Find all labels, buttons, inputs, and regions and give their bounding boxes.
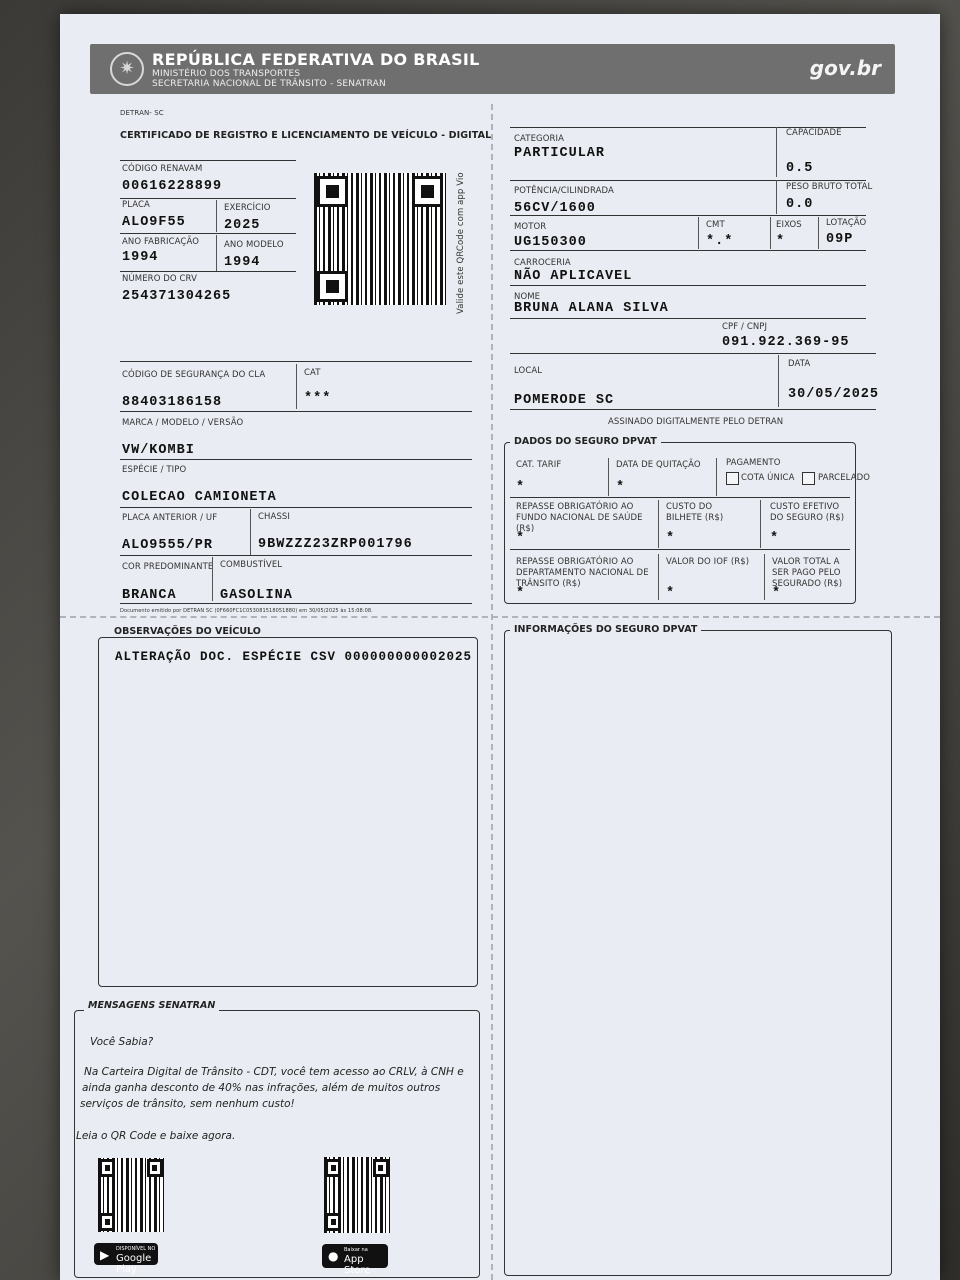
- detran-label: DETRAN- SC: [120, 109, 164, 117]
- senatran-leia: Leia o QR Code e baixe agora.: [76, 1130, 236, 1142]
- cota-unica-label: COTA ÚNICA: [741, 473, 795, 483]
- nome-label: NOME: [514, 292, 541, 302]
- senatran-question: Você Sabia?: [90, 1036, 154, 1048]
- cmt-value: *.*: [706, 234, 734, 249]
- fold-line-horizontal: [60, 616, 940, 618]
- local-value: POMERODE SC: [514, 393, 615, 408]
- cat-tarif-label: CAT. TARIF: [516, 460, 562, 470]
- chassi-label: CHASSI: [258, 512, 291, 522]
- data-quitacao-value: *: [616, 480, 626, 495]
- informacoes-title: INFORMAÇÕES DO SEGURO DPVAT: [510, 624, 701, 635]
- exercicio-value: 2025: [224, 218, 261, 233]
- data-value: 30/05/2025: [788, 387, 880, 402]
- document-title: CERTIFICADO DE REGISTRO E LICENCIAMENTO DE VEÍCULO - DIGITAL: [120, 130, 492, 141]
- lotacao-label: LOTAÇÃO: [826, 218, 867, 228]
- pagamento-label: PAGAMENTO: [726, 458, 781, 468]
- placa-anterior-label: PLACA ANTERIOR / UF: [122, 513, 218, 523]
- govbr-logo: gov.br: [809, 56, 881, 80]
- repasse-fns-label: REPASSE OBRIGATÓRIO AO FUNDO NACIONAL DE SAÚDE (R$): [516, 502, 643, 534]
- header-secretariat: SECRETARIA NACIONAL DE TRÂNSITO - SENATRAN: [152, 79, 386, 89]
- observacoes-title: OBSERVAÇÕES DO VEÍCULO: [110, 626, 265, 637]
- carroceria-label: CARROCERIA: [514, 258, 571, 268]
- qr-caption: Valide este QRCode com app Vio: [456, 172, 466, 314]
- crv-label: NÚMERO DO CRV: [122, 274, 198, 284]
- chassi-value: 9BWZZZ23ZRP001796: [258, 537, 413, 552]
- cmt-label: CMT: [706, 220, 725, 230]
- google-play-icon: ▶: [100, 1248, 110, 1262]
- cpf-value: 091.922.369-95: [722, 335, 850, 350]
- validation-qr-code: [314, 173, 446, 305]
- cat-label: CAT: [304, 368, 321, 378]
- google-play-qr-code: [98, 1158, 164, 1232]
- marca-label: MARCA / MODELO / VERSÃO: [122, 418, 244, 428]
- peso-label: PESO BRUTO TOTAL: [786, 182, 873, 192]
- especie-label: ESPÉCIE / TIPO: [122, 465, 187, 475]
- document-header: [90, 44, 895, 94]
- informacoes-box: [504, 630, 892, 1276]
- especie-value: COLECAO CAMIONETA: [122, 490, 277, 505]
- apple-icon: ●: [328, 1249, 339, 1263]
- codigo-seguranca-value: 88403186158: [122, 395, 223, 410]
- parcelado-label: PARCELADO: [818, 473, 871, 483]
- lotacao-value: 09P: [826, 232, 854, 247]
- cor-value: BRANCA: [122, 588, 177, 603]
- potencia-label: POTÊNCIA/CILINDRADA: [514, 186, 614, 196]
- marca-value: VW/KOMBI: [122, 443, 195, 458]
- placa-label: PLACA: [122, 200, 150, 210]
- total-label: VALOR TOTAL A SER PAGO PELO SEGURADO (R$): [772, 557, 843, 589]
- senatran-line-3: serviços de trânsito, sem nenhum custo!: [80, 1098, 295, 1110]
- categoria-value: PARTICULAR: [514, 146, 606, 161]
- cota-unica-checkbox[interactable]: [726, 472, 739, 485]
- ano-fabricacao-value: 1994: [122, 250, 159, 265]
- fold-line-vertical: [491, 104, 493, 1280]
- ano-modelo-label: ANO MODELO: [224, 240, 284, 250]
- combustivel-label: COMBUSTÍVEL: [220, 560, 283, 570]
- placa-value: ALO9F55: [122, 215, 186, 230]
- potencia-value: 56CV/1600: [514, 201, 596, 216]
- codigo-seguranca-label: CÓDIGO DE SEGURANÇA DO CLA: [122, 370, 266, 380]
- iof-value: *: [666, 586, 676, 601]
- emissao-note: Documento emitido por DETRAN SC (0F660FC1C053081518051880) em 30/05/2025 às 15:08:08.: [120, 608, 373, 614]
- senatran-title: MENSAGENS SENATRAN: [84, 1000, 219, 1011]
- eixos-value: *: [776, 234, 786, 249]
- parcelado-checkbox[interactable]: [802, 472, 815, 485]
- categoria-label: CATEGORIA: [514, 134, 565, 144]
- custo-bilhete-value: *: [666, 531, 676, 546]
- cat-tarif-value: *: [516, 480, 526, 495]
- peso-value: 0.0: [786, 197, 814, 212]
- cpf-label: CPF / CNPJ: [722, 322, 768, 332]
- custo-efetivo-value: *: [770, 531, 780, 546]
- coat-of-arms-icon: ✷: [110, 52, 144, 86]
- crlv-document: [60, 14, 940, 1280]
- renavam-value: 00616228899: [122, 179, 223, 194]
- ano-modelo-value: 1994: [224, 255, 261, 270]
- placa-anterior-value: ALO9555/PR: [122, 538, 214, 553]
- nome-value: BRUNA ALANA SILVA: [514, 301, 669, 316]
- senatran-box: [74, 1010, 480, 1278]
- repasse-fns-value: *: [516, 531, 526, 546]
- carroceria-value: NÃO APLICAVEL: [514, 269, 633, 284]
- total-value: *: [772, 586, 782, 601]
- motor-value: UG150300: [514, 235, 587, 250]
- motor-label: MOTOR: [514, 222, 547, 232]
- capacidade-label: CAPACIDADE: [786, 128, 842, 138]
- senatran-line-2: ainda ganha desconto de 40% nas infrações, além de muitos outros: [82, 1082, 441, 1094]
- combustivel-value: GASOLINA: [220, 588, 293, 603]
- senatran-line-1: Na Carteira Digital de Trânsito - CDT, você tem acesso ao CRLV, à CNH e: [84, 1066, 464, 1078]
- data-label: DATA: [788, 359, 811, 369]
- renavam-label: CÓDIGO RENAVAM: [122, 164, 203, 174]
- google-play-badge[interactable]: ▶ DISPONÍVEL NO Google Play: [94, 1243, 158, 1265]
- app-store-qr-code: [324, 1157, 390, 1233]
- header-ministry: MINISTÉRIO DOS TRANSPORTES: [152, 69, 301, 79]
- local-label: LOCAL: [514, 366, 543, 376]
- custo-efetivo-label: CUSTO EFETIVO DO SEGURO (R$): [770, 502, 845, 523]
- custo-bilhete-label: CUSTO DO BILHETE (R$): [666, 502, 724, 523]
- exercicio-label: EXERCÍCIO: [224, 203, 271, 213]
- repasse-dnt-value: *: [516, 586, 526, 601]
- crv-value: 254371304265: [122, 289, 232, 304]
- assinado-label: ASSINADO DIGITALMENTE PELO DETRAN: [608, 417, 784, 427]
- header-title: REPÚBLICA FEDERATIVA DO BRASIL: [152, 50, 480, 69]
- observacoes-text: ALTERAÇÃO DOC. ESPÉCIE CSV 000000000002025: [115, 650, 473, 664]
- dpvat-title: DADOS DO SEGURO DPVAT: [510, 436, 661, 447]
- observacoes-box: [98, 637, 478, 987]
- cat-value: ***: [304, 391, 332, 406]
- ano-fabricacao-label: ANO FABRICAÇÃO: [122, 237, 200, 247]
- app-store-badge[interactable]: ● Baixar na App Store: [322, 1244, 388, 1268]
- eixos-label: EIXOS: [776, 220, 802, 230]
- capacidade-value: 0.5: [786, 161, 814, 176]
- iof-label: VALOR DO IOF (R$): [666, 557, 750, 567]
- repasse-dnt-label: REPASSE OBRIGATÓRIO AO DEPARTAMENTO NACIONAL DE TRÂNSITO (R$): [516, 557, 649, 589]
- data-quitacao-label: DATA DE QUITAÇÃO: [616, 460, 701, 470]
- cor-label: COR PREDOMINANTE: [122, 562, 214, 572]
